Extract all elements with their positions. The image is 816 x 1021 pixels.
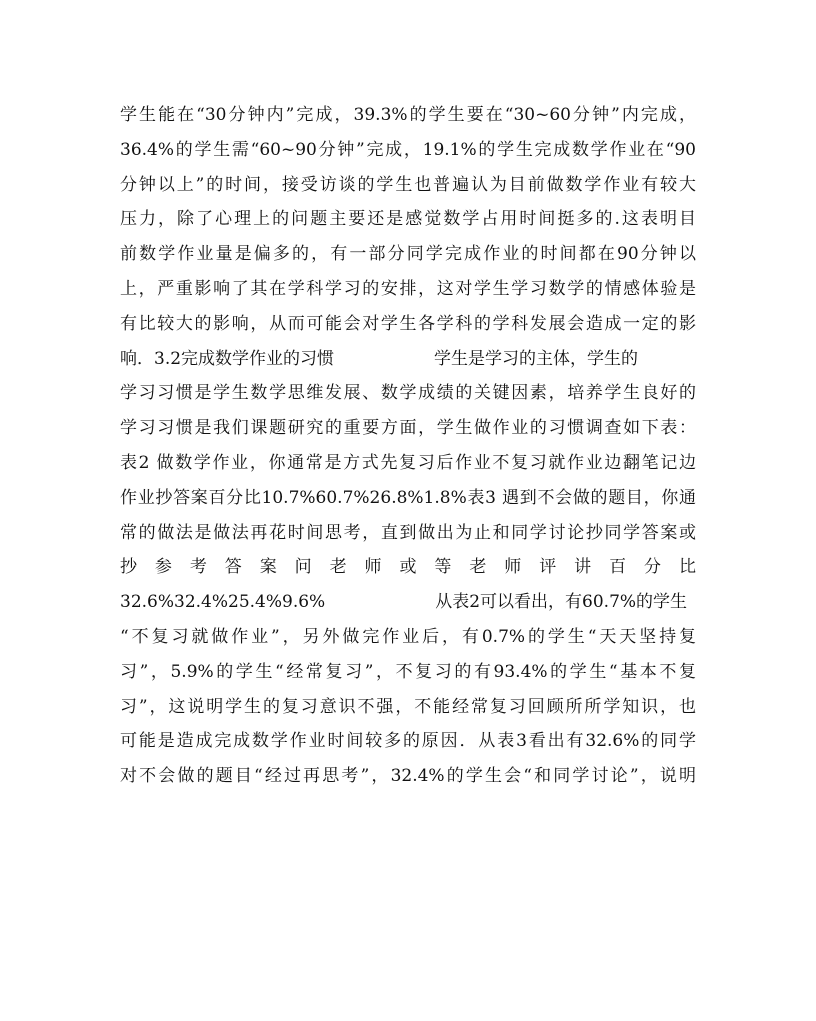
text-line: 表2 做数学作业，你通常是方式先复习后作业不复习就作业边翻笔记边 (120, 452, 696, 473)
section-heading-text: 响．3.2完成数学作业的习惯 (120, 348, 335, 369)
text-line-section-heading (120, 342, 696, 377)
text-line: 抄参考答案问老师或等老师评讲百分比 (120, 557, 696, 578)
paragraph-start-text: 从表2可以看出，有60.7%的学生 (435, 592, 688, 613)
text-line: 可能是造成完成数学作业时间较多的原因．从表3看出有32.6%的同学 (120, 731, 696, 752)
text-line: “不复习就做作业”，另外做完作业后，有0.7%的学生“天天坚持复 (120, 626, 696, 647)
text-line: 常的做法是做法再花时间思考，直到做出为止和同学讨论抄同学答案或 (120, 522, 696, 543)
paragraph-start-text: 学生是学习的主体，学生的 (434, 348, 639, 369)
text-line: 对不会做的题目“经过再思考”，32.4%的学生会“和同学讨论”，说明 (120, 766, 696, 787)
body-text (120, 98, 696, 794)
text-line: 有比较大的影响，从而可能会对学生各学科的学科发展会造成一定的影 (120, 313, 696, 334)
text-line: 学习习惯是我们课题研究的重要方面，学生做作业的习惯调查如下表： (120, 418, 696, 439)
text-line: 学习习惯是学生数学思维发展、数学成绩的关键因素，培养学生良好的 (120, 383, 696, 404)
text-line: 习”，5.9%的学生“经常复习”，不复习的有93.4%的学生“基本不复 (120, 661, 696, 682)
text-line: 习”，这说明学生的复习意识不强，不能经常复习回顾所所学知识，也 (120, 696, 696, 717)
text-line: 压力，除了心理上的问题主要还是感觉数学占用时间挺多的.这表明目 (120, 209, 696, 230)
text-line: 学生能在“30分钟内”完成，39.3%的学生要在“30~60分钟”内完成， (120, 105, 696, 125)
text-line-table-values (120, 585, 696, 620)
table-values-text: 32.6%32.4%25.4%9.6% (120, 592, 326, 613)
text-line: 上，严重影响了其在学科学习的安排，这对学生学习数学的情感体验是 (120, 278, 696, 299)
text-line: 前数学作业量是偏多的，有一部分同学完成作业的时间都在90分钟以 (120, 244, 696, 265)
text-line: 36.4%的学生需“60~90分钟”完成，19.1%的学生完成数学作业在“90 (120, 139, 696, 160)
text-line: 作业抄答案百分比10.7%60.7%26.8%1.8%表3 遇到不会做的题目，你通 (120, 487, 696, 508)
text-line: 分钟以上”的时间，接受访谈的学生也普遍认为目前做数学作业有较大 (120, 174, 696, 195)
